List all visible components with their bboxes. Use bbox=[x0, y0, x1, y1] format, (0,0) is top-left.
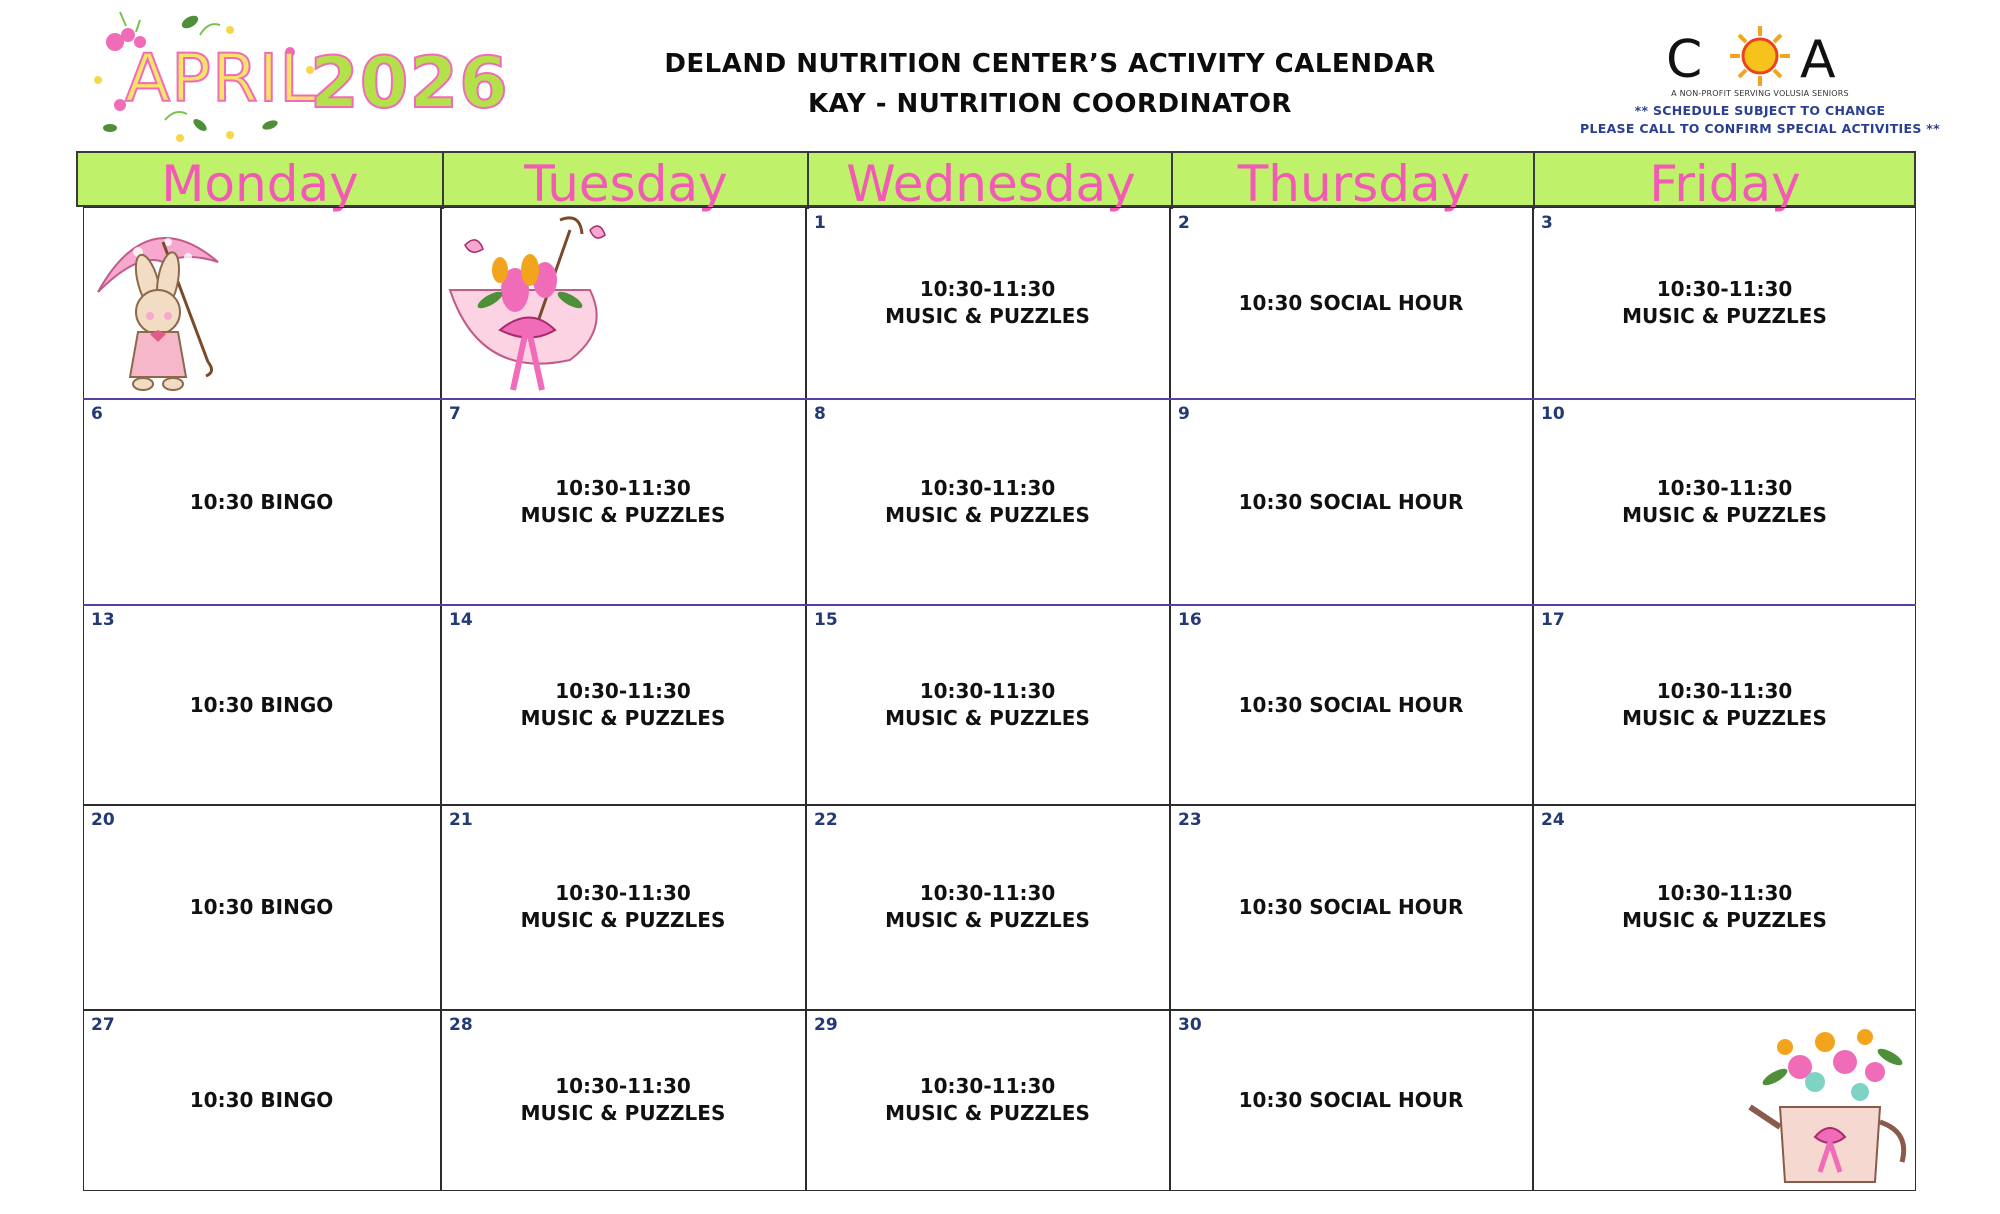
date-number: 15 bbox=[814, 610, 838, 630]
svg-text:A: A bbox=[1800, 30, 1836, 90]
title-line-2: KAY - NUTRITION COORDINATOR bbox=[808, 89, 1292, 119]
event-time: 10:30-11:30 bbox=[919, 1074, 1056, 1098]
event-text bbox=[806, 678, 1169, 732]
date-number: 27 bbox=[91, 1015, 115, 1035]
event-text bbox=[441, 475, 805, 529]
date-number: 29 bbox=[814, 1015, 838, 1035]
date-number: 22 bbox=[814, 810, 838, 830]
event-time: 10:30 SOCIAL HOUR bbox=[1238, 291, 1464, 315]
month-text: APRIL bbox=[125, 40, 318, 117]
calendar-day-cell bbox=[441, 399, 805, 604]
event-text bbox=[806, 1073, 1169, 1127]
event-activity: MUSIC & PUZZLES bbox=[520, 705, 726, 730]
svg-text:C: C bbox=[1666, 30, 1703, 90]
event-text bbox=[441, 1073, 805, 1127]
title-line-1: DELAND NUTRITION CENTER’S ACTIVITY CALENDAR bbox=[664, 49, 1436, 79]
event-activity: MUSIC & PUZZLES bbox=[1622, 705, 1827, 730]
event-time: 10:30 BINGO bbox=[189, 692, 334, 717]
event-time: 10:30-11:30 bbox=[555, 678, 691, 703]
calendar-day-cell bbox=[441, 605, 805, 804]
event-activity: MUSIC & PUZZLES bbox=[1622, 908, 1827, 932]
day-thursday: Thursday bbox=[1237, 155, 1471, 213]
event-activity: MUSIC & PUZZLES bbox=[1622, 304, 1827, 328]
date-number: 1 bbox=[814, 213, 826, 233]
event-activity: MUSIC & PUZZLES bbox=[520, 908, 726, 932]
event-time: 10:30-11:30 bbox=[1656, 881, 1793, 905]
date-number: 8 bbox=[814, 404, 826, 424]
calendar-day-cell bbox=[806, 1010, 1169, 1190]
event-text bbox=[83, 894, 440, 921]
event-text bbox=[1533, 678, 1916, 732]
calendar-day-cell bbox=[83, 399, 440, 604]
date-number: 17 bbox=[1541, 610, 1565, 630]
event-activity: MUSIC & PUZZLES bbox=[885, 502, 1090, 527]
date-number: 16 bbox=[1178, 610, 1202, 630]
event-text bbox=[83, 692, 440, 719]
event-time: 10:30-11:30 bbox=[919, 277, 1056, 301]
date-number: 9 bbox=[1178, 404, 1190, 424]
event-time: 10:30 SOCIAL HOUR bbox=[1238, 489, 1464, 514]
notice-line-1: ** SCHEDULE SUBJECT TO CHANGE bbox=[1634, 103, 1886, 118]
calendar-day-cell bbox=[83, 1010, 440, 1190]
event-time: 10:30 BINGO bbox=[189, 895, 334, 919]
org-tagline: A NON-PROFIT SERVING VOLUSIA SENIORS bbox=[1671, 89, 1849, 98]
event-text bbox=[1533, 880, 1916, 934]
calendar-day-cell bbox=[1170, 605, 1532, 804]
event-time: 10:30-11:30 bbox=[1656, 277, 1793, 301]
calendar-day-cell bbox=[83, 805, 440, 1009]
date-number: 21 bbox=[449, 810, 473, 830]
event-text bbox=[1170, 894, 1532, 921]
date-number: 28 bbox=[449, 1015, 473, 1035]
event-text bbox=[1170, 290, 1532, 317]
event-text bbox=[1533, 475, 1916, 529]
event-activity: MUSIC & PUZZLES bbox=[885, 1101, 1090, 1125]
event-time: 10:30-11:30 bbox=[555, 881, 691, 905]
event-activity: MUSIC & PUZZLES bbox=[885, 908, 1090, 932]
calendar-day-cell bbox=[806, 399, 1169, 604]
calendar-day-cell bbox=[806, 208, 1169, 398]
calendar-day-cell bbox=[1533, 805, 1916, 1009]
calendar-day-cell bbox=[441, 1010, 805, 1190]
event-time: 10:30-11:30 bbox=[919, 475, 1056, 500]
calendar-day-cell bbox=[1170, 208, 1532, 398]
event-time: 10:30 BINGO bbox=[189, 489, 334, 514]
calendar-day-cell bbox=[1533, 208, 1916, 398]
event-text bbox=[1533, 276, 1916, 330]
event-activity: MUSIC & PUZZLES bbox=[885, 304, 1090, 328]
calendar-day-cell bbox=[1533, 399, 1916, 604]
calendar-day-cell bbox=[83, 605, 440, 804]
event-activity: MUSIC & PUZZLES bbox=[885, 705, 1090, 730]
event-text bbox=[83, 489, 440, 516]
date-number: 23 bbox=[1178, 810, 1202, 830]
calendar-title bbox=[600, 44, 1500, 124]
calendar-day-cell bbox=[1170, 1010, 1532, 1190]
calendar-day-cell bbox=[1170, 805, 1532, 1009]
date-number: 14 bbox=[449, 610, 473, 630]
event-text bbox=[1170, 489, 1532, 516]
event-text bbox=[83, 1087, 440, 1114]
year-title: 2026 bbox=[310, 42, 509, 124]
calendar-day-cell bbox=[1533, 1010, 1916, 1190]
event-text bbox=[441, 880, 805, 934]
event-time: 10:30-11:30 bbox=[555, 1074, 691, 1098]
day-monday: Monday bbox=[161, 155, 359, 213]
calendar-day-cell bbox=[806, 805, 1169, 1009]
event-text bbox=[806, 276, 1169, 330]
event-time: 10:30 SOCIAL HOUR bbox=[1238, 895, 1464, 919]
event-text bbox=[806, 475, 1169, 529]
event-activity: MUSIC & PUZZLES bbox=[520, 1101, 726, 1125]
event-text bbox=[1170, 692, 1532, 719]
calendar-day-cell bbox=[441, 208, 805, 398]
month-title bbox=[125, 40, 317, 117]
event-time: 10:30 SOCIAL HOUR bbox=[1238, 1088, 1464, 1112]
event-time: 10:30-11:30 bbox=[919, 881, 1056, 905]
date-number: 7 bbox=[449, 404, 461, 424]
event-activity: MUSIC & PUZZLES bbox=[520, 502, 726, 527]
date-number: 3 bbox=[1541, 213, 1553, 233]
event-time: 10:30-11:30 bbox=[919, 678, 1056, 703]
date-number: 2 bbox=[1178, 213, 1190, 233]
calendar-day-cell bbox=[1170, 399, 1532, 604]
calendar-day-cell bbox=[441, 805, 805, 1009]
calendar-day-cell bbox=[83, 208, 440, 398]
date-number: 30 bbox=[1178, 1015, 1202, 1035]
event-time: 10:30 SOCIAL HOUR bbox=[1238, 692, 1464, 717]
day-friday: Friday bbox=[1649, 155, 1801, 213]
calendar-day-cell bbox=[1533, 605, 1916, 804]
event-text bbox=[441, 678, 805, 732]
event-time: 10:30-11:30 bbox=[1656, 475, 1793, 500]
date-number: 6 bbox=[91, 404, 103, 424]
event-time: 10:30-11:30 bbox=[555, 475, 691, 500]
date-number: 24 bbox=[1541, 810, 1565, 830]
calendar-day-cell bbox=[806, 605, 1169, 804]
day-tuesday: Tuesday bbox=[524, 155, 728, 213]
date-number: 10 bbox=[1541, 404, 1565, 424]
date-number: 13 bbox=[91, 610, 115, 630]
event-text bbox=[1170, 1087, 1532, 1114]
event-time: 10:30-11:30 bbox=[1656, 678, 1793, 703]
notice-line-2: PLEASE CALL TO CONFIRM SPECIAL ACTIVITIES ** bbox=[1580, 121, 1940, 136]
date-number: 20 bbox=[91, 810, 115, 830]
day-wednesday: Wednesday bbox=[846, 155, 1136, 213]
weekday-header bbox=[76, 151, 1916, 213]
event-text bbox=[806, 880, 1169, 934]
event-activity: MUSIC & PUZZLES bbox=[1622, 502, 1827, 527]
event-time: 10:30 BINGO bbox=[189, 1088, 334, 1112]
